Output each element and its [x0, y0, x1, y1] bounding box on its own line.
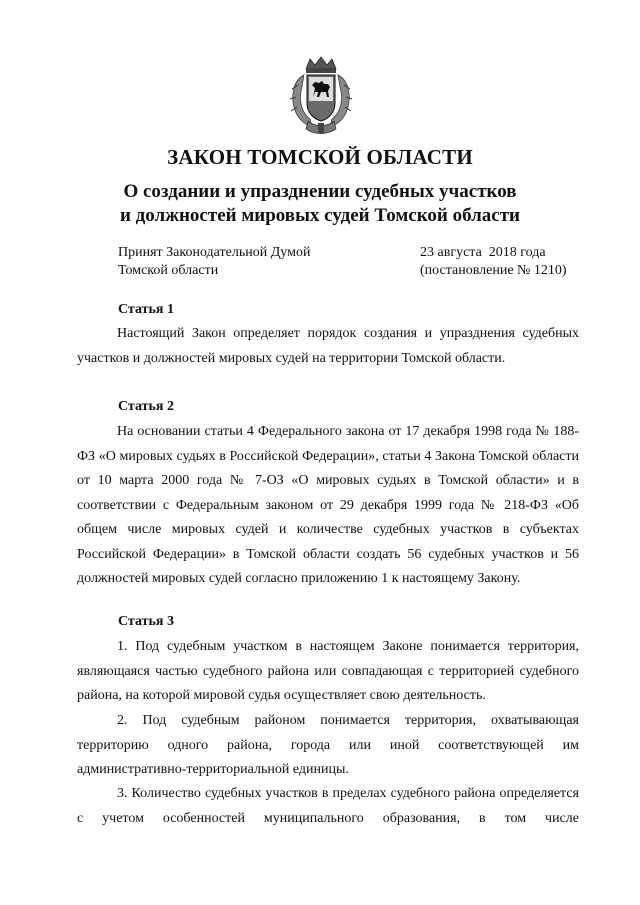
adopted-by-line-1: Принят Законодательной Думой	[118, 245, 311, 260]
article-1-text: Настоящий Закон определяет порядок создания и упразднения судебных участков и должностей мировых судей на территории Томской области.	[77, 326, 579, 366]
article-3-paragraph-1: 1. Под судебным участком в настоящем Законе понимается территория, являющаяся частью судебного района или совпадающая с территорией судебного района, на которой мировой судья осуществляет свою деятельность.	[77, 639, 579, 703]
coat-of-arms-emblem	[288, 55, 354, 137]
adoption-date	[420, 244, 567, 280]
article-3-paragraph-2: 2. Под судебным районом понимается территория, охватывающая территорию одного района, города или иной соответствующей им административно-территориальной единицы.	[77, 713, 579, 777]
adopted-by-line-2: Томской области	[118, 263, 219, 278]
subtitle-line-2: и должностей мировых судей Томской области	[119, 205, 521, 226]
article-3-paragraph-3: 3. Количество судебных участков в пределах судебного района определяется с учетом особенностей муниципального образования, в том числе	[77, 786, 579, 826]
adopted-by	[118, 244, 310, 280]
adoption-resolution: (постановление № 1210)	[420, 263, 567, 278]
article-2-text: На основании статьи 4 Федерального закона от 17 декабря 1998 года № 188-ФЗ «О мировых судьях в Российской Федерации», статьи 4 Закона Томской области от 10 марта 2000 года № 7-ОЗ «О мировых судьях в Томской области» и в соответствии с Федеральным законом от 29 декабря 1999 года № 218-ФЗ «Об общем числе мировых судей и количестве судебных участков в субъектах Российской Федерации» в Томской области создать 56 судебных участков и 56 должностей мировых судей согласно приложению 1 к настоящему Закону.	[77, 424, 579, 586]
article-1-heading: Статья 1	[118, 302, 174, 317]
adoption-date-line-1: 23 августа 2018 года	[420, 245, 546, 260]
law-subtitle	[0, 180, 640, 228]
article-2-heading: Статья 2	[118, 399, 174, 414]
subtitle-line-1: О создании и упразднении судебных участков	[123, 181, 517, 202]
article-3-heading: Статья 3	[118, 614, 174, 629]
law-title: ЗАКОН ТОМСКОЙ ОБЛАСТИ	[167, 145, 473, 169]
